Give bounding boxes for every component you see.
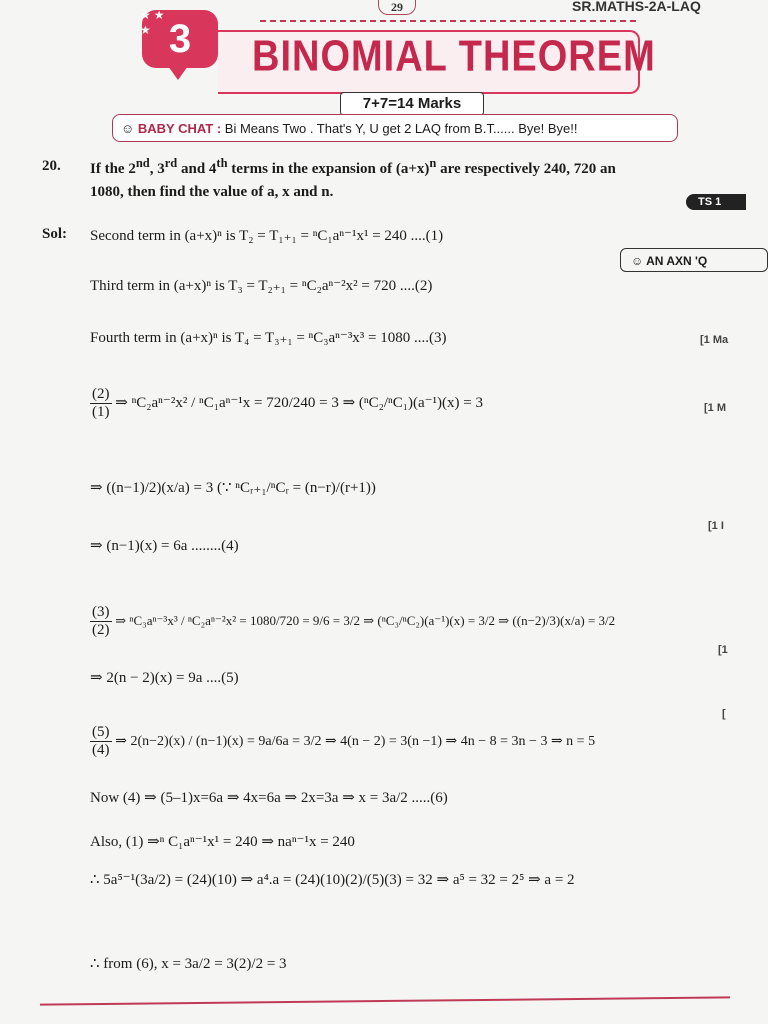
- bottom-divider: [40, 996, 730, 1005]
- solution-line-2: Third term in (a+x)ⁿ is T₃ = T₂₊₁ = ⁿC₂aⁿ⁻²x² = 720 ....(2): [90, 278, 433, 294]
- solution-label: Sol:: [42, 226, 68, 242]
- solution-line-3: Fourth term in (a+x)ⁿ is T₄ = T₃₊₁ = ⁿC₃aⁿ⁻³x³ = 1080 ....(3): [90, 330, 447, 346]
- solution-line-1: Second term in (a+x)ⁿ is T₂ = T₁₊₁ = ⁿC₁aⁿ⁻¹x¹ = 240 ....(1): [90, 228, 444, 244]
- solution-line-9: $\frac{(5)}{(4)}$ ⇒ 2(n−2)(x) / (n−1)(x) = 9a/6a = 3/2 ⇒ 4(n − 2) = 3(n −1) ⇒ 4n − 8 = 3n − 3 ⇒ n = 5: [92, 724, 596, 758]
- side-mark-5: [: [722, 708, 726, 720]
- solution-line-4: $\frac{(2)}{(1)}$ ⇒ ⁿC₂aⁿ⁻²x² / ⁿC₁aⁿ⁻¹x = 720/240 = 3 ⇒ (ⁿC₂/ⁿC₁)(a⁻¹)(x) = 3: [92, 386, 483, 420]
- question-line-1: If the 2nd, 3rd and 4th terms in the expansion of $(a+x)^n$ are respectively 240, 720 an: [90, 156, 616, 177]
- chapter-title: BINOMIAL THEOREM: [252, 32, 656, 82]
- ratio-2-1: $\frac{(2)}{(1)}$: [92, 386, 110, 420]
- solution-line-12: ∴ 5a⁵⁻¹(3a/2) = (24)(10) ⇒ a⁴.a = (24)(10)(2)/(5)(3) = 32 ⇒ a⁵ = 32 = 2⁵ ⇒ a = 2: [90, 872, 575, 888]
- question-line-2: 1080, then find the value of a, x and n.: [90, 184, 334, 200]
- smiley-icon: ☺: [121, 121, 138, 136]
- chat-label: BABY CHAT :: [137, 121, 222, 136]
- side-mark-4: [1: [718, 644, 728, 656]
- question-number: 20.: [42, 158, 61, 174]
- solution-line-11: Also, (1) ⇒ⁿ C₁aⁿ⁻¹x¹ = 240 ⇒ naⁿ⁻¹x = 240: [90, 834, 355, 850]
- side-mark-1: [1 Ma: [700, 334, 729, 346]
- solution-line-6: ⇒ (n−1)(x) = 6a ........(4): [90, 538, 239, 554]
- chapter-number: 3: [168, 17, 192, 61]
- ratio-3-2: $\frac{(3)}{(2)}$: [92, 604, 110, 638]
- ts-tag: TS 1: [686, 194, 746, 210]
- side-mark-2: [1 M: [704, 402, 726, 414]
- solution-line-7: $\frac{(3)}{(2)}$ ⇒ ⁿC₃aⁿ⁻³x³ / ⁿC₂aⁿ⁻²x² = 1080/720 = 9/6 = 3/2 ⇒ (ⁿC₃/ⁿC₂)(a⁻¹)(x) = 3/2 ⇒ ((n−2)/3)(x/a) = 3/2: [92, 604, 616, 638]
- solution-line-8: ⇒ 2(n − 2)(x) = 9a ....(5): [90, 670, 239, 686]
- solution-line-10: Now (4) ⇒ (5–1)x=6a ⇒ 4x=6a ⇒ 2x=3a ⇒ x = 3a/2 .....(6): [90, 790, 448, 806]
- header-label: SR.MATHS-2A-LAQ: [572, 0, 701, 14]
- baby-chat-box: [112, 114, 678, 142]
- axn-badge: ☺ AN AXN 'Q: [620, 248, 768, 272]
- chat-text: Bi Means Two . That's Y, U get 2 LAQ from B.T...... Bye! Bye!!: [221, 121, 578, 136]
- decorative-dashed-line: [260, 20, 640, 22]
- page-number: 29: [378, 0, 416, 15]
- ratio-5-4: $\frac{(5)}{(4)}$: [92, 724, 110, 758]
- stars-icon: ★ ★ ★: [140, 8, 165, 37]
- solution-line-5: ⇒ ((n−1)/2)(x/a) = 3 (∵ ⁿCᵣ₊₁/ⁿCᵣ = (n−r)/(r+1)): [90, 480, 376, 496]
- marks-badge: 7+7=14 Marks: [340, 92, 484, 116]
- solution-line-13: ∴ from (6), x = 3a/2 = 3(2)/2 = 3: [90, 956, 287, 972]
- side-mark-3: [1 I: [708, 520, 724, 532]
